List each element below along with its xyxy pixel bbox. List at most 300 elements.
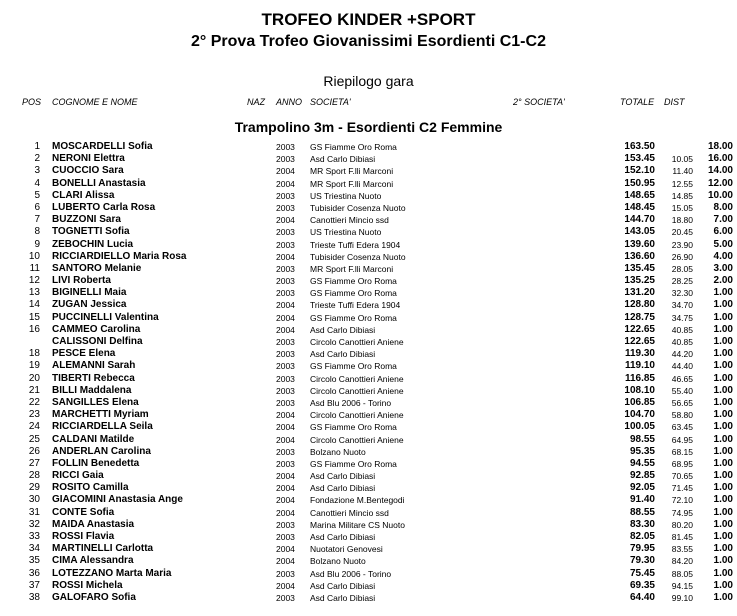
athlete-name: ANDERLAN Carolina xyxy=(52,445,151,457)
total-score: 79.95 xyxy=(629,543,655,555)
athlete-name: CALDANI Matilde xyxy=(52,433,135,445)
header-naz: NAZ xyxy=(247,97,265,107)
table-row xyxy=(0,592,737,604)
total-score: 128.75 xyxy=(624,311,655,323)
points-awarded: 1.00 xyxy=(713,567,733,579)
birth-year: 2004 xyxy=(276,251,295,262)
athlete-name: CAMMEO Carolina xyxy=(52,323,141,335)
points-awarded: 1.00 xyxy=(713,457,733,469)
position-cell: 11 xyxy=(29,262,40,274)
athlete-name: CLARI Alissa xyxy=(52,189,115,201)
club-name: Asd Carlo Dibiasi xyxy=(310,154,376,165)
table-row xyxy=(0,226,737,238)
document-subtitle: 2° Prova Trofeo Giovanissimi Esordienti C1-C2 xyxy=(191,33,546,50)
position-cell: 6 xyxy=(34,201,40,213)
position-cell: 8 xyxy=(34,226,40,238)
position-cell: 38 xyxy=(28,591,40,603)
position-cell: 36 xyxy=(28,567,40,579)
club-name: Asd Carlo Dibiasi xyxy=(310,592,376,603)
points-awarded: 1.00 xyxy=(713,336,733,347)
athlete-name: LIVI Roberta xyxy=(52,275,111,287)
score-distance: 94.15 xyxy=(671,580,693,591)
total-score: 108.10 xyxy=(624,384,655,396)
club-name: Circolo Canottieri Aniene xyxy=(310,410,404,421)
birth-year: 2004 xyxy=(276,495,295,506)
club-name: MR Sport F.lli Marconi xyxy=(310,178,394,189)
total-score: 153.45 xyxy=(624,153,655,165)
points-awarded: 18.00 xyxy=(707,141,733,152)
birth-year: 2003 xyxy=(276,385,295,396)
score-distance: 84.20 xyxy=(671,556,693,567)
position-cell: 23 xyxy=(28,409,40,421)
points-awarded: 1.00 xyxy=(713,299,733,311)
points-awarded: 10.00 xyxy=(707,189,733,201)
position-cell: 1 xyxy=(34,141,40,152)
club-name: GS Fiamme Oro Roma xyxy=(310,312,397,323)
total-score: 116.85 xyxy=(624,372,655,384)
score-distance: 71.45 xyxy=(671,483,693,494)
club-name: GS Fiamme Oro Roma xyxy=(310,422,397,433)
score-distance: 83.55 xyxy=(671,544,693,555)
table-row xyxy=(0,153,737,165)
score-distance: 12.55 xyxy=(671,178,693,189)
score-distance: 40.85 xyxy=(671,324,693,335)
table-row xyxy=(0,263,737,275)
club-name: Asd Carlo Dibiasi xyxy=(310,580,376,591)
score-distance: 74.95 xyxy=(671,507,693,518)
score-distance: 26.90 xyxy=(671,251,693,262)
header-pos: POS xyxy=(22,97,42,107)
total-score: 163.50 xyxy=(624,141,655,152)
points-awarded: 1.00 xyxy=(713,323,733,335)
total-score: 75.45 xyxy=(629,567,655,579)
points-awarded: 3.00 xyxy=(713,262,733,274)
results-table xyxy=(0,141,737,604)
club-name: GS Fiamme Oro Roma xyxy=(310,361,397,372)
club-name: Trieste Tuffi Edera 1904 xyxy=(310,300,401,311)
score-distance: 56.65 xyxy=(671,397,693,408)
table-row xyxy=(0,494,737,506)
total-score: 122.65 xyxy=(624,336,655,347)
birth-year: 2003 xyxy=(276,568,295,579)
score-distance: 40.85 xyxy=(671,337,693,347)
points-awarded: 1.00 xyxy=(713,360,733,372)
total-score: 148.45 xyxy=(624,201,655,213)
table-row xyxy=(0,531,737,543)
birth-year: 2004 xyxy=(276,434,295,445)
total-score: 119.30 xyxy=(624,348,655,360)
birth-year: 2003 xyxy=(276,227,295,238)
club-name: Nuotatori Genovesi xyxy=(310,544,383,555)
score-distance: 55.40 xyxy=(671,385,693,396)
table-row xyxy=(0,239,737,251)
club-name: Canottieri Mincio ssd xyxy=(310,215,389,226)
club-name: Tubisider Cosenza Nuoto xyxy=(310,251,406,262)
table-row xyxy=(0,202,737,214)
points-awarded: 2.00 xyxy=(713,275,733,287)
points-awarded: 1.00 xyxy=(713,482,733,494)
total-score: 98.55 xyxy=(629,433,655,445)
table-row xyxy=(0,178,737,190)
position-cell: 5 xyxy=(34,189,40,201)
table-row xyxy=(0,312,737,324)
total-score: 79.30 xyxy=(629,555,655,567)
points-awarded: 1.00 xyxy=(713,396,733,408)
club-name: Asd Carlo Dibiasi xyxy=(310,532,376,542)
club-name: Asd Carlo Dibiasi xyxy=(310,324,376,335)
points-awarded: 1.00 xyxy=(713,348,733,360)
points-awarded: 1.00 xyxy=(713,409,733,421)
athlete-name: FOLLIN Benedetta xyxy=(52,457,140,469)
score-distance: 10.05 xyxy=(671,154,693,165)
club-name: Canottieri Mincio ssd xyxy=(310,507,389,518)
position-cell: 27 xyxy=(28,457,40,469)
total-score: 100.05 xyxy=(624,421,655,433)
position-cell: 25 xyxy=(28,433,40,445)
birth-year: 2004 xyxy=(276,507,295,518)
table-row xyxy=(0,165,737,177)
club-name: GS Fiamme Oro Roma xyxy=(310,142,397,152)
score-distance: 70.65 xyxy=(671,471,693,482)
athlete-name: PUCCINELLI Valentina xyxy=(52,311,159,323)
score-distance: 28.25 xyxy=(671,276,693,287)
athlete-name: MOSCARDELLI Sofia xyxy=(52,141,153,152)
position-cell: 18 xyxy=(28,348,40,360)
athlete-name: ALEMANNI Sarah xyxy=(52,360,136,372)
document-title: TROFEO KINDER +SPORT xyxy=(261,10,476,29)
position-cell: 34 xyxy=(28,543,40,555)
position-cell: 14 xyxy=(28,299,40,311)
table-row xyxy=(0,446,737,458)
birth-year: 2004 xyxy=(276,312,295,323)
club-name: Trieste Tuffi Edera 1904 xyxy=(310,239,401,250)
birth-year: 2003 xyxy=(276,397,295,408)
birth-year: 2003 xyxy=(276,361,295,372)
birth-year: 2004 xyxy=(276,580,295,591)
athlete-name: CIMA Alessandra xyxy=(52,555,134,567)
score-distance: 34.75 xyxy=(671,312,693,323)
total-score: 152.10 xyxy=(624,165,655,177)
birth-year: 2003 xyxy=(276,288,295,299)
athlete-name: GALOFARO Sofia xyxy=(52,591,136,603)
birth-year: 2004 xyxy=(276,556,295,567)
club-name: Circolo Canottieri Aniene xyxy=(310,434,404,445)
club-name: MR Sport F.lli Marconi xyxy=(310,166,394,177)
score-distance: 32.30 xyxy=(671,288,693,299)
birth-year: 2003 xyxy=(276,373,295,384)
points-awarded: 1.00 xyxy=(713,384,733,396)
score-distance: 46.65 xyxy=(671,373,693,384)
club-name: Marina Militare CS Nuoto xyxy=(310,519,405,530)
club-name: Circolo Canottieri Aniene xyxy=(310,337,404,347)
table-row xyxy=(0,434,737,446)
total-score: 135.45 xyxy=(624,262,655,274)
position-cell: 35 xyxy=(28,555,40,567)
header-society2: 2° SOCIETA' xyxy=(513,97,565,107)
position-cell: 13 xyxy=(28,287,40,299)
total-score: 69.35 xyxy=(629,579,655,591)
birth-year: 2004 xyxy=(276,324,295,335)
athlete-name: ZEBOCHIN Lucia xyxy=(52,238,134,250)
points-awarded: 8.00 xyxy=(713,201,733,213)
club-name: MR Sport F.lli Marconi xyxy=(310,263,394,274)
total-score: 94.55 xyxy=(629,457,655,469)
points-awarded: 1.00 xyxy=(713,445,733,457)
athlete-name: ROSITO Camilla xyxy=(52,482,129,494)
club-name: US Triestina Nuoto xyxy=(310,190,382,201)
points-awarded: 1.00 xyxy=(713,470,733,482)
points-awarded: 1.00 xyxy=(713,531,733,542)
points-awarded: 1.00 xyxy=(713,555,733,567)
club-name: GS Fiamme Oro Roma xyxy=(310,276,397,287)
birth-year: 2004 xyxy=(276,166,295,177)
score-distance: 64.95 xyxy=(671,434,693,445)
position-cell: 20 xyxy=(28,372,40,384)
total-score: 135.25 xyxy=(624,275,655,287)
score-distance: 99.10 xyxy=(671,592,693,603)
club-name: GS Fiamme Oro Roma xyxy=(310,288,397,299)
score-distance: 88.05 xyxy=(671,568,693,579)
points-awarded: 16.00 xyxy=(707,153,733,165)
points-awarded: 12.00 xyxy=(707,177,733,189)
birth-year: 2003 xyxy=(276,142,295,152)
athlete-name: LOTEZZANO Marta Maria xyxy=(52,567,172,579)
position-cell: 4 xyxy=(34,177,40,189)
score-distance: 68.15 xyxy=(671,446,693,457)
athlete-name: CALISSONI Delfina xyxy=(52,336,143,347)
position-cell: 33 xyxy=(28,531,40,542)
birth-year: 2004 xyxy=(276,544,295,555)
total-score: 144.70 xyxy=(624,214,655,226)
athlete-name: NERONI Elettra xyxy=(52,153,125,165)
athlete-name: CUOCCIO Sara xyxy=(52,165,124,177)
score-distance: 28.05 xyxy=(671,263,693,274)
table-row xyxy=(0,360,737,372)
birth-year: 2004 xyxy=(276,422,295,433)
points-awarded: 7.00 xyxy=(713,214,733,226)
birth-year: 2004 xyxy=(276,215,295,226)
position-cell: 15 xyxy=(28,311,40,323)
club-name: Bolzano Nuoto xyxy=(310,446,366,457)
points-awarded: 5.00 xyxy=(713,238,733,250)
total-score: 106.85 xyxy=(624,396,655,408)
points-awarded: 4.00 xyxy=(713,250,733,262)
birth-year: 2004 xyxy=(276,178,295,189)
position-cell: 10 xyxy=(28,250,40,262)
score-distance: 58.80 xyxy=(671,410,693,421)
header-anno: ANNO xyxy=(276,97,303,107)
position-cell: 26 xyxy=(28,445,40,457)
position-cell: 29 xyxy=(28,482,40,494)
score-distance: 80.20 xyxy=(671,519,693,530)
table-row xyxy=(0,373,737,385)
score-distance: 23.90 xyxy=(671,239,693,250)
club-name: GS Fiamme Oro Roma xyxy=(310,458,397,469)
athlete-name: RICCI Gaia xyxy=(52,470,104,482)
points-awarded: 1.00 xyxy=(713,579,733,591)
athlete-name: TOGNETTI Sofia xyxy=(52,226,130,238)
club-name: Asd Blu 2006 - Torino xyxy=(310,568,392,579)
club-name: Bolzano Nuoto xyxy=(310,556,366,567)
total-score: 92.05 xyxy=(629,482,655,494)
total-score: 143.05 xyxy=(624,226,655,238)
birth-year: 2003 xyxy=(276,337,295,347)
position-cell: 9 xyxy=(34,238,40,250)
athlete-name: CONTE Sofia xyxy=(52,506,115,518)
position-cell: 7 xyxy=(34,214,40,226)
table-row xyxy=(0,568,737,580)
birth-year: 2003 xyxy=(276,276,295,287)
table-row xyxy=(0,275,737,287)
position-cell: 37 xyxy=(28,579,40,591)
score-distance: 72.10 xyxy=(671,495,693,506)
total-score: 91.40 xyxy=(629,494,655,506)
club-name: Tubisider Cosenza Nuoto xyxy=(310,202,406,213)
club-name: US Triestina Nuoto xyxy=(310,227,382,238)
total-score: 64.40 xyxy=(629,591,655,603)
table-row xyxy=(0,141,737,153)
birth-year: 2003 xyxy=(276,263,295,274)
position-cell: 16 xyxy=(28,323,40,335)
birth-year: 2003 xyxy=(276,349,295,360)
total-score: 128.80 xyxy=(624,299,655,311)
total-score: 131.20 xyxy=(624,287,655,299)
points-awarded: 1.00 xyxy=(713,433,733,445)
total-score: 88.55 xyxy=(629,506,655,518)
table-row xyxy=(0,482,737,494)
athlete-name: BUZZONI Sara xyxy=(52,214,121,226)
points-awarded: 1.00 xyxy=(713,494,733,506)
score-distance: 68.95 xyxy=(671,458,693,469)
score-distance: 14.85 xyxy=(671,190,693,201)
table-row xyxy=(0,397,737,409)
event-title: Trampolino 3m - Esordienti C2 Femmine xyxy=(234,119,503,135)
birth-year: 2003 xyxy=(276,154,295,165)
club-name: Fondazione M.Bentegodi xyxy=(310,495,405,506)
total-score: 82.05 xyxy=(629,531,655,542)
athlete-name: BILLI Maddalena xyxy=(52,384,132,396)
position-cell: 31 xyxy=(28,506,40,518)
score-distance: 81.45 xyxy=(671,532,693,542)
total-score: 104.70 xyxy=(624,409,655,421)
points-awarded: 1.00 xyxy=(713,421,733,433)
athlete-name: SANTORO Melanie xyxy=(52,262,142,274)
score-distance: 15.05 xyxy=(671,202,693,213)
score-distance: 44.20 xyxy=(671,349,693,360)
table-row xyxy=(0,299,737,311)
header-society: SOCIETA' xyxy=(310,97,351,107)
athlete-name: ROSSI Michela xyxy=(52,579,123,591)
total-score: 122.65 xyxy=(624,323,655,335)
position-cell: 2 xyxy=(34,153,40,165)
score-distance: 34.70 xyxy=(671,300,693,311)
athlete-name: MARCHETTI Myriam xyxy=(52,409,149,421)
table-row xyxy=(0,519,737,531)
position-cell: 3 xyxy=(34,165,40,177)
table-row xyxy=(0,555,737,567)
position-cell: 32 xyxy=(28,518,40,530)
points-awarded: 1.00 xyxy=(713,372,733,384)
points-awarded: 6.00 xyxy=(713,226,733,238)
total-score: 150.95 xyxy=(624,177,655,189)
athlete-name: BIGINELLI Maia xyxy=(52,287,127,299)
summary-label: Riepilogo gara xyxy=(323,73,414,89)
birth-year: 2003 xyxy=(276,592,295,603)
birth-year: 2003 xyxy=(276,239,295,250)
total-score: 136.60 xyxy=(624,250,655,262)
club-name: Asd Blu 2006 - Torino xyxy=(310,397,392,408)
athlete-name: RICCIARDIELLO Maria Rosa xyxy=(52,250,187,262)
birth-year: 2004 xyxy=(276,300,295,311)
athlete-name: RICCIARDELLA Seila xyxy=(52,421,153,433)
position-cell: 19 xyxy=(28,360,40,372)
athlete-name: MARTINELLI Carlotta xyxy=(52,543,154,555)
table-row xyxy=(0,324,737,336)
birth-year: 2003 xyxy=(276,532,295,542)
club-name: Circolo Canottieri Aniene xyxy=(310,373,404,384)
position-cell: 30 xyxy=(28,494,40,506)
score-distance: 20.45 xyxy=(671,227,693,238)
points-awarded: 1.00 xyxy=(713,591,733,603)
athlete-name: PESCE Elena xyxy=(52,348,116,360)
athlete-name: ZUGAN Jessica xyxy=(52,299,127,311)
points-awarded: 1.00 xyxy=(713,506,733,518)
points-awarded: 1.00 xyxy=(713,543,733,555)
points-awarded: 14.00 xyxy=(707,165,733,177)
position-cell: 12 xyxy=(28,275,40,287)
athlete-name: TIBERTI Rebecca xyxy=(52,372,135,384)
table-row xyxy=(0,543,737,555)
position-cell: 22 xyxy=(28,396,40,408)
position-cell: 24 xyxy=(28,421,40,433)
club-name: Asd Carlo Dibiasi xyxy=(310,349,376,360)
athlete-name: LUBERTO Carla Rosa xyxy=(52,201,156,213)
birth-year: 2004 xyxy=(276,471,295,482)
athlete-name: GIACOMINI Anastasia Ange xyxy=(52,494,183,506)
table-row xyxy=(0,251,737,263)
birth-year: 2003 xyxy=(276,458,295,469)
athlete-name: MAIDA Anastasia xyxy=(52,518,135,530)
table-row xyxy=(0,470,737,482)
points-awarded: 1.00 xyxy=(713,311,733,323)
table-row xyxy=(0,348,737,360)
points-awarded: 1.00 xyxy=(713,287,733,299)
table-row xyxy=(0,507,737,519)
club-name: Asd Carlo Dibiasi xyxy=(310,471,376,482)
athlete-name: SANGILLES Elena xyxy=(52,396,139,408)
birth-year: 2004 xyxy=(276,483,295,494)
position-cell: 21 xyxy=(28,384,40,396)
birth-year: 2003 xyxy=(276,446,295,457)
total-score: 92.85 xyxy=(629,470,655,482)
score-distance: 18.80 xyxy=(671,215,693,226)
table-row xyxy=(0,580,737,592)
athlete-name: ROSSI Flavia xyxy=(52,531,115,542)
header-dist: DIST xyxy=(664,97,685,107)
birth-year: 2004 xyxy=(276,410,295,421)
total-score: 148.65 xyxy=(624,189,655,201)
position-cell: 28 xyxy=(28,470,40,482)
column-headers xyxy=(0,97,737,111)
header-total: TOTALE xyxy=(620,97,655,107)
birth-year: 2003 xyxy=(276,202,295,213)
club-name: Circolo Canottieri Aniene xyxy=(310,385,404,396)
athlete-name: BONELLI Anastasia xyxy=(52,177,146,189)
header-name: COGNOME E NOME xyxy=(52,97,138,107)
table-row xyxy=(0,385,737,397)
score-distance: 63.45 xyxy=(671,422,693,433)
score-distance: 44.40 xyxy=(671,361,693,372)
